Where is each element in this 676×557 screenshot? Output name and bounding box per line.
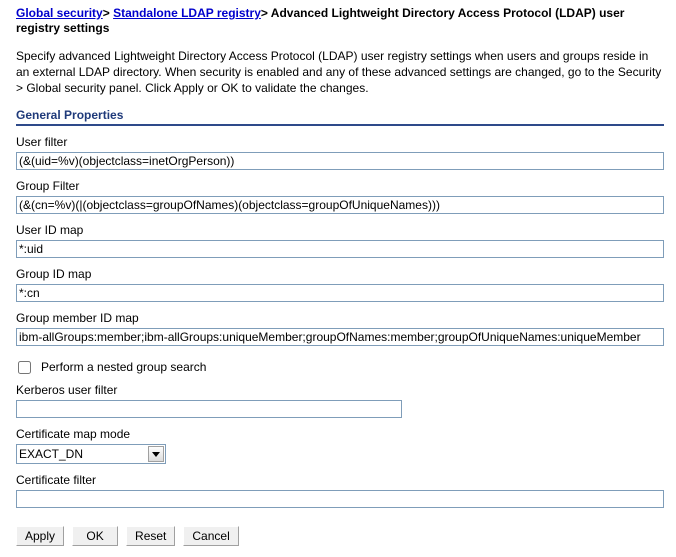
section-divider [16,124,664,126]
section-title-general-properties: General Properties [16,108,124,122]
breadcrumb-link-global-security[interactable]: Global security [16,6,103,20]
breadcrumb-separator-2: > [260,6,268,20]
group-id-map-input[interactable] [16,284,664,302]
apply-button[interactable]: Apply [16,526,64,546]
kerberos-user-filter-input[interactable] [16,400,402,418]
button-bar [16,526,668,546]
label-user-filter: User filter [16,135,68,149]
ok-button[interactable]: OK [72,526,118,546]
field-certificate-map-mode [16,427,668,464]
group-member-id-map-input[interactable] [16,328,664,346]
field-user-id-map [16,223,668,258]
breadcrumb-current-page: Advanced Lightweight Directory Access Protocol (LDAP) user registry settings [16,6,625,35]
field-nested-group-search [16,360,668,374]
page-description: Specify advanced Lightweight Directory Access Protocol (LDAP) user registry settings when users and groups reside in an external LDAP directory. When security is enabled and any of these advanced settings are changed, go to the Security > Global security panel. Click Apply or OK to validate the changes. [16,49,662,95]
group-filter-input[interactable] [16,196,664,214]
field-group-member-id-map [16,311,668,346]
label-group-id-map: Group ID map [16,267,92,281]
field-user-filter [16,135,668,170]
field-kerberos-user-filter [16,383,668,418]
user-id-map-input[interactable] [16,240,664,258]
certificate-map-mode-wrapper [16,444,166,464]
label-user-id-map: User ID map [16,223,84,237]
breadcrumb-separator-1: > [102,6,110,20]
label-nested-group-search: Perform a nested group search [41,360,207,374]
cancel-button[interactable]: Cancel [183,526,238,546]
breadcrumb [14,6,668,36]
reset-button[interactable]: Reset [126,526,175,546]
label-certificate-map-mode: Certificate map mode [16,427,131,441]
label-kerberos-user-filter: Kerberos user filter [16,383,118,397]
field-group-id-map [16,267,668,302]
field-certificate-filter [16,473,668,508]
label-certificate-filter: Certificate filter [16,473,97,487]
label-group-filter: Group Filter [16,179,80,193]
certificate-map-mode-select[interactable] [16,444,166,464]
field-group-filter [16,179,668,214]
label-group-member-id-map: Group member ID map [16,311,139,325]
breadcrumb-link-standalone-ldap-registry[interactable]: Standalone LDAP registry [113,6,261,20]
user-filter-input[interactable] [16,152,664,170]
certificate-filter-input[interactable] [16,490,664,508]
nested-group-search-checkbox[interactable] [18,361,31,374]
